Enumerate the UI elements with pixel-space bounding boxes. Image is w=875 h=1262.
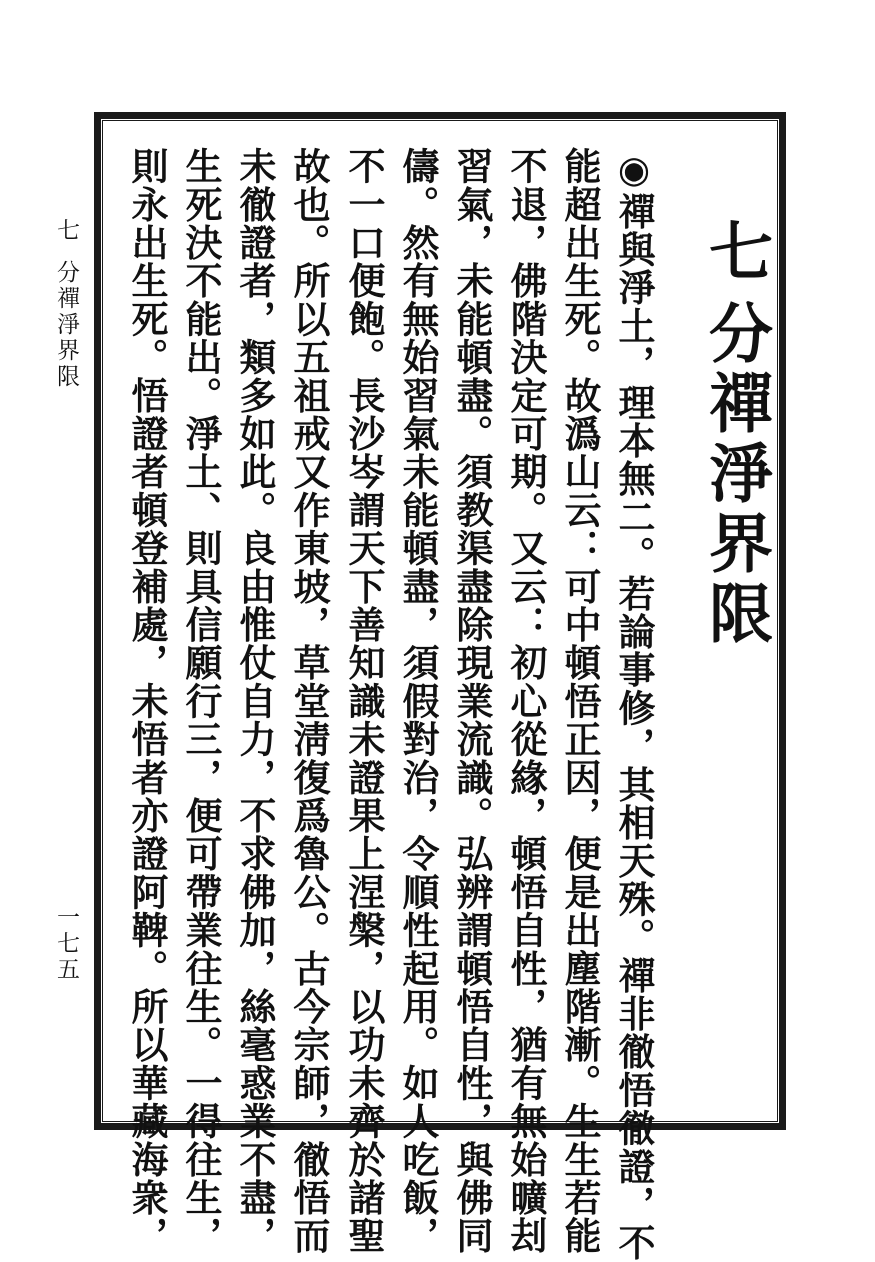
running-head-title: 分禪淨界限: [53, 260, 79, 390]
body-column-8: 未徹證者，類多如此。良由惟仗自力，不求佛加，絲毫惑業不盡，: [233, 147, 277, 1255]
running-head: [54, 218, 77, 390]
body-column-5: 儔。然有無始習氣未能頓盡，須假對治，令順性起用。如人吃飯，: [396, 147, 440, 1255]
chapter-title: 分禪淨界限: [698, 300, 773, 650]
body-column-3: 不退，佛階決定可期。又云：初心從緣，頓悟自性，猶有無始曠刦: [504, 147, 548, 1255]
body-column-6: 不一口便飽。長沙岑謂天下善知識未證果上涅槃，以功未齊於諸聖: [342, 147, 386, 1255]
body-column-10: 則永出生死。悟證者頓登補處，未悟者亦證阿鞞。所以華藏海衆，: [125, 147, 169, 1255]
chapter-number: 七: [698, 218, 773, 282]
body-column-4: 習氣，未能頓盡。須教渠盡除現業流識。弘辨謂頓悟自性，與佛同: [450, 147, 494, 1255]
body-column-2: 能超出生死。故潙山云：可中頓悟正因，便是出塵階漸。生生若能: [558, 147, 602, 1255]
page-number: 一七五: [53, 905, 79, 983]
running-head-number: 七: [53, 218, 79, 244]
body-column-1: ◉禪與淨土，理本無二。若論事修，其相天殊。禪非徹悟徹證，不: [612, 147, 656, 1262]
body-column-7: 故也。所以五祖戒又作東坡，草堂淸復爲魯公。古今宗師，徹悟而: [287, 147, 331, 1255]
body-column-9: 生死決不能出。淨土、則具信願行三，便可帶業往生。一得往生，: [179, 147, 223, 1255]
